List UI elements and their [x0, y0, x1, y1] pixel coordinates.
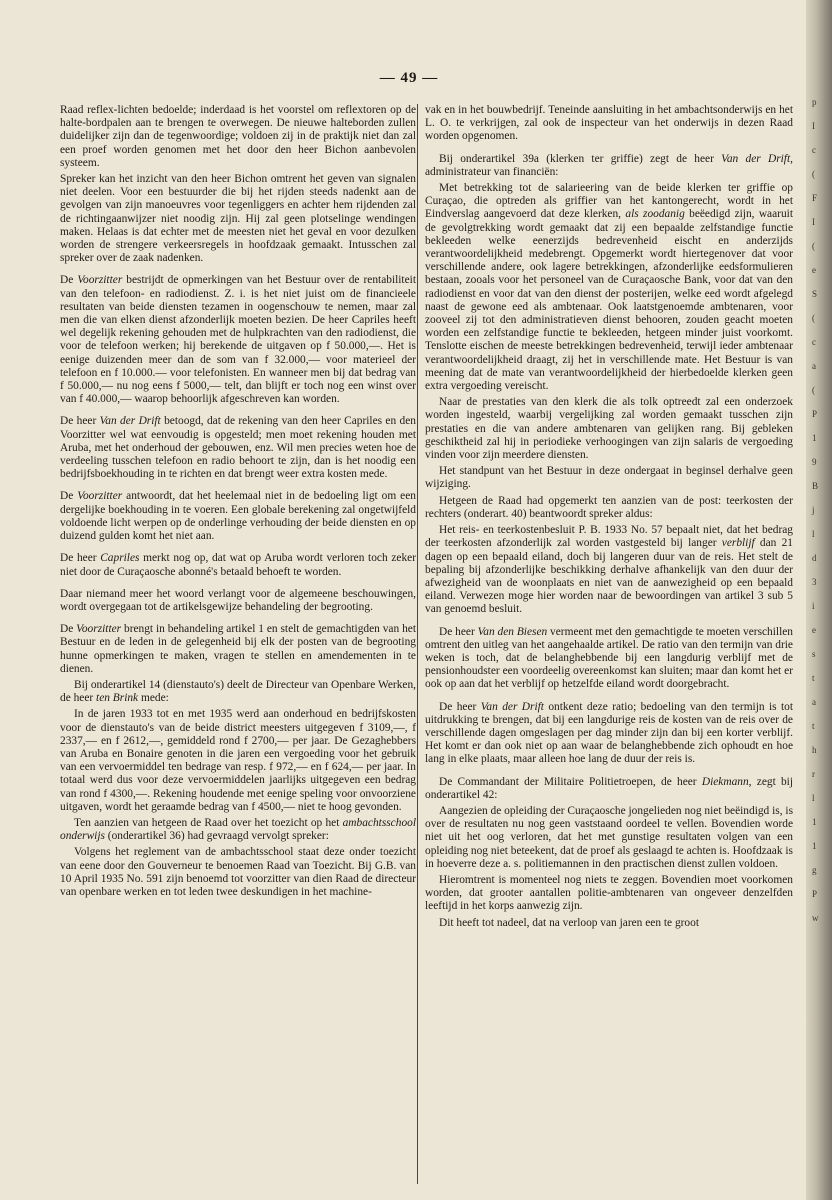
edge-letter: 9: [812, 457, 817, 467]
edge-letter: s: [812, 649, 816, 659]
paragraph: Dit heeft tot nadeel, dat na verloop van jaren een te groot: [439, 916, 699, 929]
edge-letter: P: [812, 889, 818, 899]
paragraph: De Commandant der Militaire Politietroepen, de heer Diekmann, zegt bij onderartikel 42:: [425, 775, 793, 801]
speaker-name: Voorzitter: [77, 490, 123, 503]
edge-letter: j: [812, 505, 815, 515]
edge-letter: 1: [812, 433, 817, 443]
speaker-name: Voorzitter: [76, 623, 122, 636]
paragraph: De Voorzitter brengt in behandeling artikel 1 en stelt de gemachtigden van het Bestuur en de leden in de gelegenheid bij elk der posten van de begrooting hunne opmerkingen te maken, vragen te stellen en amendementen in te dienen.: [60, 623, 416, 675]
right-column: [425, 104, 793, 933]
paragraph: Ten aanzien van hetgeen de Raad over het toezicht op het ambachtsschool onderwijs (onderartikel 36) had gevraagd vervolgt spreker:: [60, 816, 416, 843]
speaker-name: ambachtsschool onderwijs: [60, 816, 416, 843]
speaker-name: ten Brink: [96, 692, 139, 705]
edge-letter: e: [812, 265, 816, 275]
edge-letter: 1: [812, 817, 817, 827]
edge-letter: t: [812, 721, 815, 731]
edge-letter: d: [812, 553, 817, 563]
edge-letter: a: [812, 697, 816, 707]
paragraph: Het reis- en teerkostenbesluit P. B. 1933 No. 57 bepaalt niet, dat het bedrag der teerkosten afzonderlijk zal worden vastgesteld bij langer verblijf dan 21 dagen op een bepaald eiland, doch bij langeren duur van de reis. Het stelt de bepaling bij afzonderlijke beschikking derhalve afhankelijk van den duur der afwezigheid van de woonplaats en niet van de aanwezigheid op een bepaald eiland. Verwezen moge hier worden naar de bewoordingen van artikel 3 sub 5 van genoemd besluit.: [425, 524, 793, 616]
page-number: — 49 —: [379, 70, 439, 86]
edge-letter: i: [812, 601, 815, 611]
edge-letter: 3: [812, 577, 817, 587]
edge-letter: (: [812, 385, 815, 395]
paragraph: Spreker kan het inzicht van den heer Bichon omtrent het geven van signalen niet deelen. Voor een bestuurder die bij het rijden steeds nadenkt aan de gevolgen van zijn manoeuvres voor tegenliggers en achter hem rijdenden zal de richtingaanwijzer niet noodig zijn. Hij zal geen plotselinge wendingen maken. Helaas is dat echter met de meesten niet het geval en voor dezulken worden de strengere verkeersregels in hoofdzaak gemaakt. Intusschen zal spreker over de zaak nadenken.: [60, 173, 416, 265]
edge-letter: S: [812, 289, 818, 299]
edge-letter: c: [812, 337, 816, 347]
speaker-name: Van der Drift: [480, 700, 544, 713]
column-divider: [417, 104, 418, 1184]
paragraph: De heer Van der Drift ontkent deze ratio; bedoeling van den termijn is tot uitdrukking te brengen, dat bij een langdurige reis de kosten van de reis over de verschillende dagen omgeslagen per dag minder zijn dan bij een korter verblijf. Het komt er dan ook niet op aan waar de belanghebbende zich ophoudt en hoe lang in elke plaats, maar alleen hoe lang de duur der reis is.: [425, 700, 794, 766]
edge-letter: a: [812, 361, 816, 371]
speaker-name: verblijf: [721, 537, 755, 550]
edge-letter: g: [812, 865, 817, 875]
paragraph: Raad reflex-lichten bedoelde; inderdaad is het voorstel om reflextoren op de halte-bordpalen aan te brengen te overwegen. De nieuwe halteborden zullen duidelijker zijn dan de tegenwoordige; voldoen zij in de praktijk niet dan zal een proef worden genomen met het door den heer Bichon aanbevolen systeem.: [60, 104, 416, 169]
speaker-name: Van der Drift: [99, 415, 161, 428]
paragraph: De heer Capriles merkt nog op, dat wat op Aruba wordt verloren toch zeker niet door de Curaçaosche abonné's betaald behoeft te worden.: [60, 552, 416, 578]
edge-letter: t: [812, 673, 815, 683]
paragraph: Naar de prestaties van den klerk die als tolk optreedt zal een onderzoek worden ingesteld, waarbij vergelijking zal worden gemaakt tusschen zijn prestaties en die van andere ambtenaren van gelijken rang. Bij gebleken geschiktheid zal hij in periodieke verhoogingen van zijn salaris de vergoeding vinden voor zijn meerdere diensten.: [425, 396, 793, 462]
edge-letter: (: [812, 241, 815, 251]
paragraph: Volgens het reglement van de ambachtsschool staat deze onder toezicht van eene door den Gouverneur te benoemen Raad van Toezicht. Bij G.B. van 10 April 1935 No. 591 zijn benoemd tot voorzitter van dien Raad de directeur van openbare werken en tot leden twee deskundigen in het machine-: [60, 846, 416, 898]
paragraph: Met betrekking tot de salarieering van de beide klerken ter griffie op Curaçao, die optreden als griffier van het kantongerecht, wordt in het Eindverslag aangevoerd dat deze klerken, als zoodanig beëedigd zijn, waaruit de gevolgtrekking wordt gemaakt dat zij een bepaalde zelfstandige functie bekleeden welke eenerzijds bedrevenheid eischt en anderzijds verantwoordelijkheid medebrengt. Opgemerkt wordt hiertegenover dat voor verschillende andere, ook lagere betrekkingen, afzonderlijke eedsformulieren bestaan, zooals voor het personeel van de Curaçaosche Bank, voor dat van den radiodienst en voor dat van den dienst der posterijen, welke eed wordt afgelegd naast de gewone eed als ambtenaar. Ook laatstgenoemde ambtenaren, voor zooveel zij tot den administratieven dienst behooren, zouden geacht moeten worden een zelfstandige functie te bekleeden, hetgeen minder juist voorkomt. Tenslotte eischen de meeste betrekkingen bedrevenheid, terwijl ieder ambtenaar verantwoordelijkheid draagt, zij het in verschillende mate. Het Bestuur is van meening dat de mate van verantwoordelijkheid der hierbedoelde klerken geen extra vergoeding vereischt.: [425, 182, 793, 393]
speaker-name: Diekmann: [701, 775, 749, 788]
edge-letter: 1: [812, 841, 817, 851]
edge-letter: p: [812, 97, 817, 107]
speaker-name: Van der Drift: [721, 152, 791, 165]
paragraph: Het standpunt van het Bestuur in deze ondergaat in beginsel derhalve geen wijziging.: [425, 465, 793, 491]
edge-letter: h: [812, 745, 817, 755]
edge-letter: w: [812, 913, 819, 923]
paragraph: De heer Van der Drift betoogd, dat de rekening van den heer Capriles en den Voorzitter wel wat eenvoudig is opgesteld; men moet rekening houden met Aruba, met het onderhoud der gebouwen, enz. Wil men precies weten hoe de verdeeling tusschen telefoon en radio behoort te zijn, dan is het noodig een bedrijfsboekhouding in te richten en dat brengt weer extra kosten mede.: [60, 415, 416, 481]
edge-letter: l: [812, 793, 815, 803]
paragraph: Hieromtrent is momenteel nog niets te zeggen. Bovendien moet voorkomen worden, dat grooter aantallen politie-ambtenaren van ongeveer denzelfden leeftijd in het korps aanwezig zijn.: [425, 873, 793, 913]
next-page-edge-text: [812, 90, 826, 930]
paragraph: Bij onderartikel 14 (dienstauto's) deelt de Directeur van Openbare Werken, de heer ten Brink mede:: [60, 678, 416, 705]
edge-letter: F: [812, 193, 818, 203]
paragraph: De heer Van den Biesen vermeent met den gemachtigde te moeten verschillen omtrent den uitleg van het aangehaalde artikel. De ratio van den termijn van drie weken is toch, dat de belanghebbende bij een langdurig verblijf met de pensionhoudster een voordeelig overeenkomst kan sluiten; maar dan komt het er ook op aan dat het verblijf op hetzelfde eiland wordt doorgebracht.: [425, 625, 794, 691]
edge-letter: (: [812, 313, 815, 323]
edge-letter: c: [812, 145, 816, 155]
speaker-name: als zoodanig: [625, 208, 685, 221]
edge-letter: (: [812, 169, 815, 179]
paragraph: Daar niemand meer het woord verlangt voor de algemeene beschouwingen, wordt overgegaan tot de artikelsgewijze behandeling der begrooting.: [60, 587, 416, 613]
edge-letter: l: [812, 529, 815, 539]
edge-letter: B: [812, 481, 819, 491]
edge-letter: I: [812, 121, 815, 131]
speaker-name: Van den Biesen: [477, 625, 548, 638]
paragraph: Bij onderartikel 39a (klerken ter griffie) zegt de heer Van der Drift, administrateur van financiën:: [425, 152, 793, 178]
paragraph: De Voorzitter bestrijdt de opmerkingen van het Bestuur over de rentabiliteit van den telefoon- en radiodienst. Z. i. is het niet juist om de financieele resultaten van beide diensten tezamen in oogenschouw te nemen, maar zal men die van elken dienst afzonderlijk moeten bezien. De heer Capriles heeft wel degelijk rekening gehouden met de hulpkrachten van den radiodienst, die voor de telefoon werken; hij berekende de uitgaven op f 50.000,—. Het is eenige duizenden meer dan de som van f 32.000,— voor materieel der telefoon en f 10.000.— voor telefonisten. En wanneer men bij dat bedrag van f 50.000,— nu nog eens f 5000,— telt, dan blijft er toch nog een winst over van f 40.000,— waarop behoorlijk afgeschreven kan worden.: [60, 274, 416, 406]
paragraph: vak en in het bouwbedrijf. Teneinde aansluiting in het ambachtsonderwijs en het L. O. te verkrijgen, zal ook de inspecteur van het onderwijs in dezen Raad worden opgenomen.: [425, 104, 793, 143]
edge-letter: r: [812, 769, 815, 779]
speaker-name: Capriles: [100, 552, 140, 565]
edge-letter: P: [812, 409, 818, 419]
paragraph: Hetgeen de Raad had opgemerkt ten aanzien van de post: teerkosten der rechters (onderart. 40) beantwoordt spreker aldus:: [425, 494, 793, 520]
edge-letter: e: [812, 625, 816, 635]
paragraph: Aangezien de opleiding der Curaçaosche jongelieden nog niet beëindigd is, is over de resultaten nu nog geen vaststaand oordeel te vellen. Bovendien worde niet uit het oog verloren, dat het met gunstige resultaten volgen van een opleiding nog niet beteekent, dat de proef als geslaagd te achten is. Hoofdzaak is in hoeverre deze a. s. politiemannen in den practischen dienst zullen voldoen.: [425, 804, 793, 870]
edge-letter: I: [812, 217, 815, 227]
left-column: [60, 104, 416, 902]
speaker-name: Voorzitter: [77, 274, 123, 287]
paragraph: In de jaren 1933 tot en met 1935 werd aan onderhoud en bedrijfskosten voor de dienstauto's van de beide district meesters uitgegeven f 3109,—, f 2337,— en f 2612,—, gemiddeld rond f 2700,— per jaar. De Gezaghebbers van Aruba en Bonaire genoten in die jaren een vergoeding voor het gebruik van een vervoermiddel ten bedrage van resp. f 972,— en f 624,— per jaar. In totaal werd dus voor deze vervoermiddelen jaarlijks uitgegeven een bedrag van rond f 4300,—. Rekening houdende met eenige speling voor onvoorziene uitgaven, wordt het geraamde bedrag van f 4500,— niet te hoog gevonden.: [60, 708, 416, 813]
paragraph: De Voorzitter antwoordt, dat het heelemaal niet in de bedoeling ligt om een dergelijke boekhouding in te voeren. Een globale berekening zal ongetwijfeld voldoende licht werpen op de onderlinge verhouding der beide diensten en op duizend gulden komt het niet aan.: [60, 490, 416, 543]
